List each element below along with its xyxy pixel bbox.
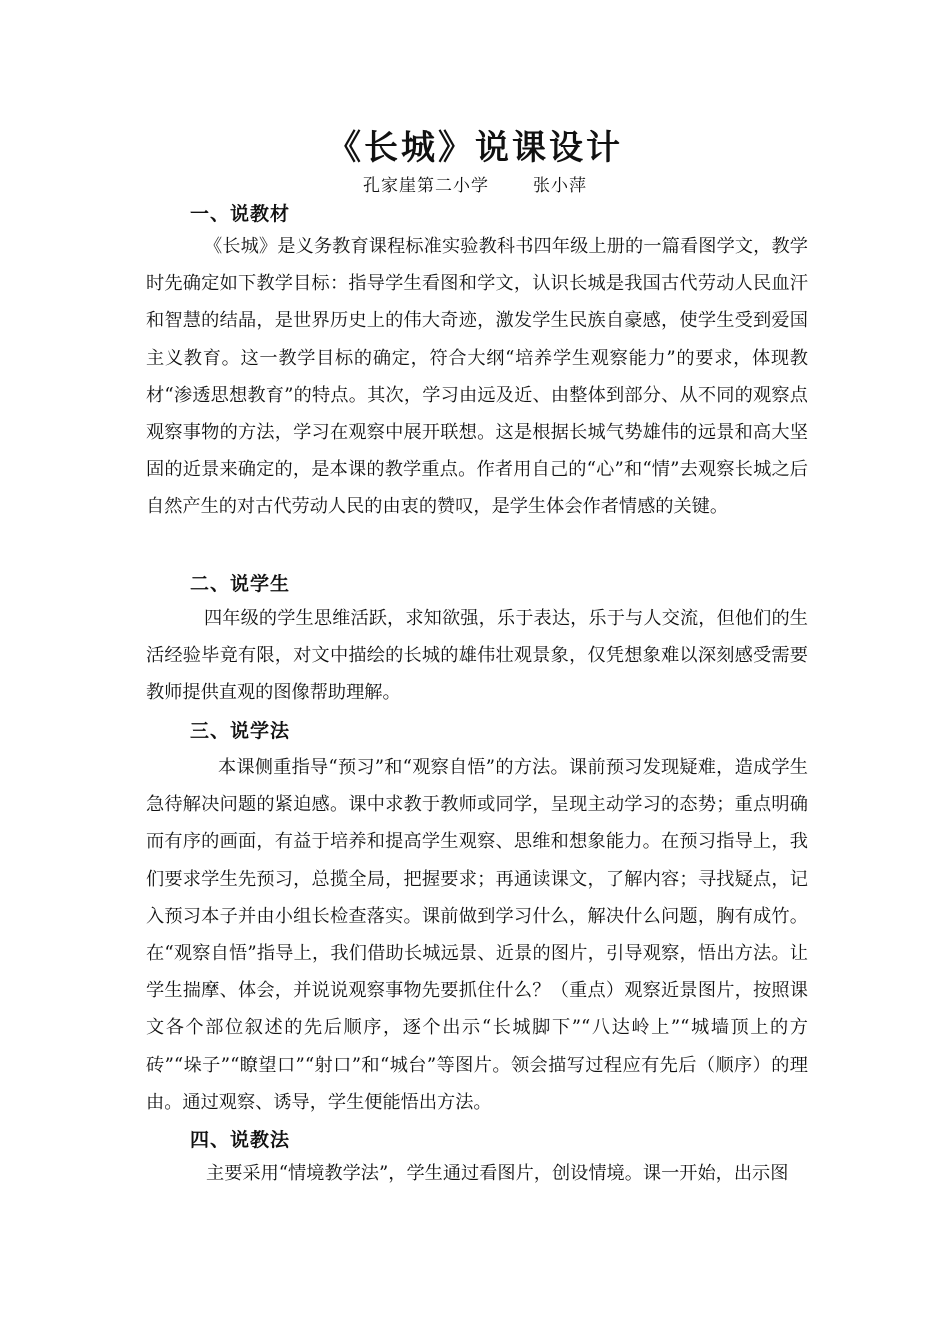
section-paragraph-teaching-method: 主要采用“情境教学法”，学生通过看图片，创设情境。课一开始，出示图 — [206, 1163, 789, 1184]
page-title: 《长城》说课设计 — [327, 128, 623, 168]
section-paragraph-learning-method: 本课侧重指导“预习”和“观察自悟”的方法。课前预习发现疑难，造成学生急待解决问题的紧迫感。课中求教于教师或同学，呈现主动学习的态势；重点明确而有序的画面，有益于培养和提高学生观察、思维和想象能力。在预习指导上，我们要求学生先预习，总揽全局，把握要求；再通读课文，了解内容；寻找疑点，记入预习本子并由小组长检查落实。课前做到学习什么，解决什么问题，胸有成竹。在“观察自悟”指导上，我们借助长城远景、近景的图片，引导观察，悟出方法。让学生揣摩、体会，并说说观察事物先要抓住什么？（重点）观察近景图片，按照课文各个部位叙述的先后顺序，逐个出示“长城脚下”“八达岭上”“城墙顶上的方砖”“垛子”“瞭望口”“射口”和“城台”等图片。领会描写过程应有先后（顺序）的理由。通过观察、诱导，学生便能悟出方法。 — [146, 757, 808, 1113]
school-name: 孔家崖第二小学 — [363, 176, 489, 196]
section-heading-students: 二、说学生 — [190, 573, 291, 595]
section-paragraph-students: 四年级的学生思维活跃，求知欲强，乐于表达，乐于与人交流，但他们的生活经验毕竟有限，对文中描绘的长城的雄伟壮观景象，仅凭想象难以深刻感受需要教师提供直观的图像帮助理解。 — [146, 608, 808, 704]
author-name: 张小萍 — [533, 176, 587, 196]
section-heading-teaching-material: 一、说教材 — [190, 203, 291, 225]
author-line — [0, 174, 950, 198]
section-heading-teaching-method: 四、说教法 — [190, 1129, 291, 1151]
section-heading-learning-method: 三、说学法 — [190, 720, 291, 742]
section-paragraph-teaching-material: 《长城》是义务教育课程标准实验教科书四年级上册的一篇看图学文，教学时先确定如下教学目标：指导学生看图和学文，认识长城是我国古代劳动人民血汗和智慧的结晶，是世界历史上的伟大奇迹，激发学生民族自豪感，使学生受到爱国主义教育。这一教学目标的确定，符合大纲“培养学生观察能力”的要求，体现教材“渗透思想教育”的特点。其次，学习由远及近、由整体到部分、从不同的观察点观察事物的方法，学习在观察中展开联想。这是根据长城气势雄伟的远景和高大坚固的近景来确定的，是本课的教学重点。作者用自己的“心”和“情”去观察长城之后自然产生的对古代劳动人民的由衷的赞叹，是学生体会作者情感的关键。 — [146, 236, 808, 518]
